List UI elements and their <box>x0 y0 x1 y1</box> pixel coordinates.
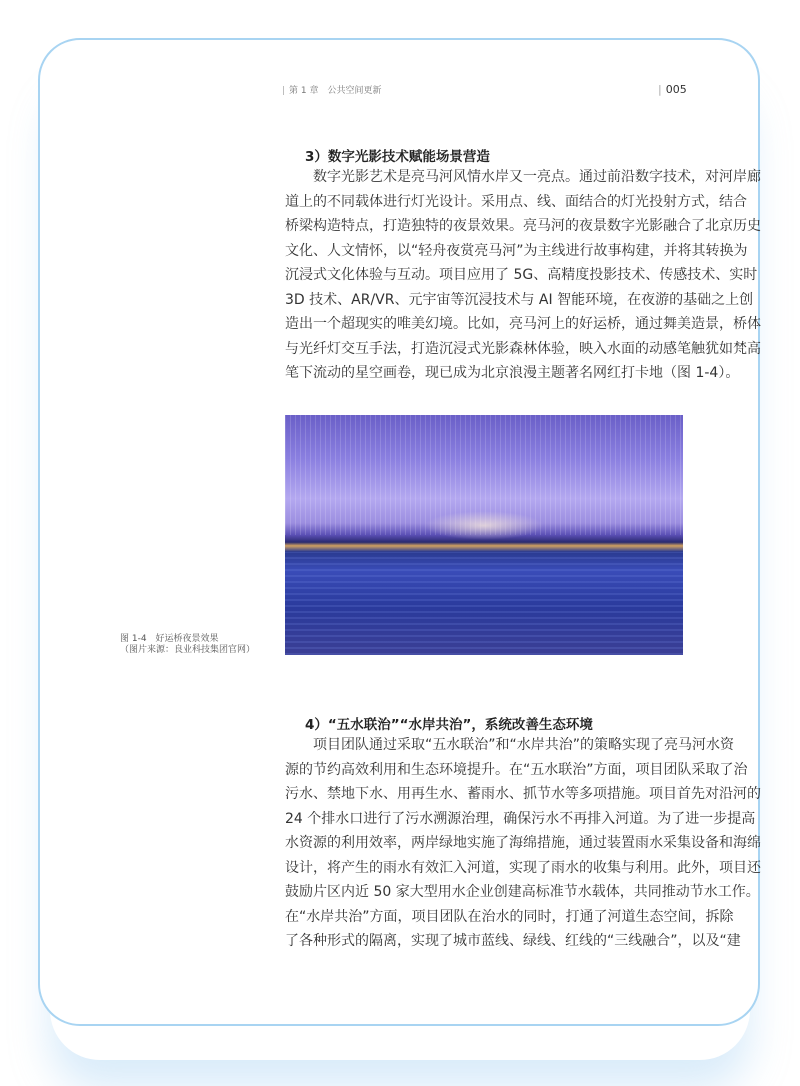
header-divider: | <box>282 86 286 96</box>
page-number: 005 <box>665 83 687 96</box>
text-line: 源的节约高效利用和生态环境提升。在“五水联治”方面，项目团队采取了治 <box>285 761 748 778</box>
chapter-title: 第 1 章 公共空间更新 <box>289 86 382 96</box>
text-line: 3D 技术、AR/VR、元宇宙等沉浸技术与 AI 智能环境，在夜游的基础之上创 <box>285 291 754 308</box>
text-line: 鼓励片区内近 50 家大型用水企业创建高标准节水载体，共同推动节水工作。 <box>285 884 760 900</box>
section-3-paragraph <box>285 165 761 386</box>
figure-1-4-photo <box>285 415 683 655</box>
text-line: 笔下流动的星空画卷，现已成为北京浪漫主题著名网红打卡地（图 1-4）。 <box>285 365 740 381</box>
text-line: 桥梁构造特点，打造独特的夜景效果。亮马河的夜景数字光影融合了北京历史 <box>285 218 761 234</box>
running-header <box>282 83 382 96</box>
text-line: 设计，将产生的雨水有效汇入河道，实现了雨水的收集与利用。此外，项目还 <box>285 859 761 876</box>
text-line: 文化、人文情怀，以“轻舟夜赏亮马河”为主线进行故事构建，并将其转换为 <box>285 242 748 259</box>
text-line: 数字光影艺术是亮马河风情水岸又一亮点。通过前沿数字技术，对河岸廊 <box>313 169 761 185</box>
bridge-glow <box>424 511 543 540</box>
figure-caption <box>120 634 255 656</box>
water-ripples <box>285 552 683 655</box>
text-line: 在“水岸共治”方面，项目团队在治水的同时，打通了河道生态空间，拆除 <box>285 908 734 925</box>
caption-source: （图片来源：良业科技集团官网） <box>120 645 256 655</box>
text-line: 沉浸式文化体验与互动。项目应用了 5G、高精度投影技术、传感技术、实时 <box>285 267 758 283</box>
text-line: 道上的不同载体进行灯光设计。采用点、线、面结合的灯光投射方式，结合 <box>285 193 747 210</box>
text-line: 水资源的利用效率，两岸绿地实施了海绵措施，通过装置雨水采集设备和海绵 <box>285 835 761 851</box>
text-line: 污水、禁地下水、用再生水、蓄雨水、抓节水等多项措施。项目首先对沿河的 <box>285 786 761 802</box>
section-3-heading: 3）数字光影技术赋能场景营造 <box>305 149 490 165</box>
text-line: 了各种形式的隔离，实现了城市蓝线、绿线、红线的“三线融合”，以及“建 <box>285 933 741 949</box>
text-line: 与光纤灯交互手法，打造沉浸式光影森林体验，映入水面的动感笔触犹如梵高 <box>285 340 761 357</box>
section-4-paragraph <box>285 733 761 954</box>
text-line: 24 个排水口进行了污水溯源治理，确保污水不再排入河道。为了进一步提高 <box>285 810 756 827</box>
caption-title: 图 1-4 好运桥夜景效果 <box>120 634 219 644</box>
text-line: 项目团队通过采取“五水联治”和“水岸共治”的策略实现了亮马河水资 <box>313 737 735 753</box>
text-line: 造出一个超现实的唯美幻境。比如，亮马河上的好运桥，通过舞美造景，桥体 <box>285 316 761 332</box>
page-number-divider: | <box>658 83 662 96</box>
section-4-heading: 4）“五水联治”“水岸共治”，系统改善生态环境 <box>305 717 593 733</box>
page-number-block <box>658 83 687 96</box>
